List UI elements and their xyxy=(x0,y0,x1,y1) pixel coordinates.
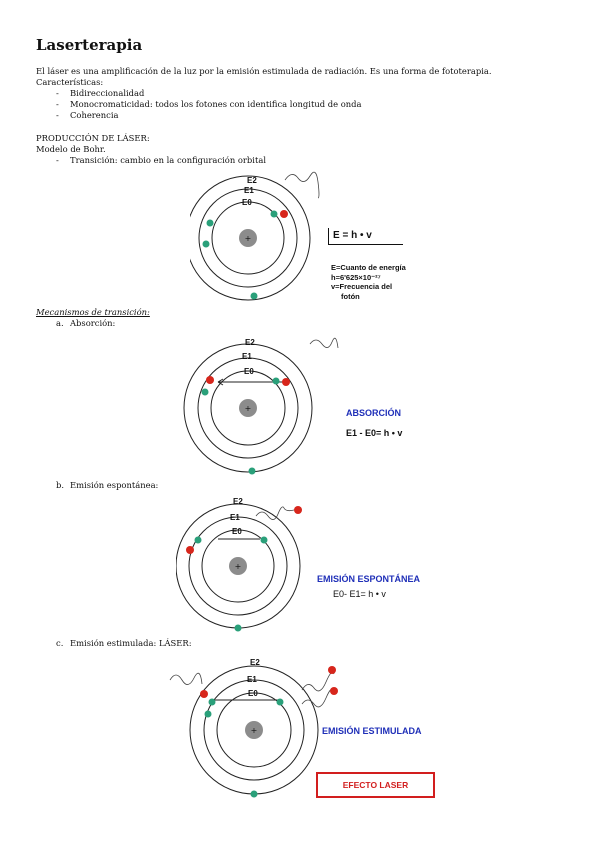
equation-notes xyxy=(331,263,431,301)
list-item-text: Transición: cambio en la configuración orbital xyxy=(70,155,267,165)
electron-green xyxy=(261,537,268,544)
note-line: v=Frecuencia del xyxy=(331,282,393,291)
electron-green xyxy=(203,241,210,248)
list-marker: a. xyxy=(56,318,64,328)
level-label-e1: E1 xyxy=(242,352,252,361)
level-label-e0: E0 xyxy=(248,689,258,698)
level-label-e2: E2 xyxy=(233,497,243,506)
list-marker: b. xyxy=(56,480,65,490)
list-item: - Transición: cambio en la configuración orbital xyxy=(56,155,267,165)
list-item-text: Absorción: xyxy=(70,318,116,328)
level-label-e2: E2 xyxy=(250,658,260,667)
level-label-e1: E1 xyxy=(244,186,254,195)
electron-green xyxy=(209,699,216,706)
electron-red xyxy=(328,666,336,674)
list-marker: c. xyxy=(56,638,64,648)
svg-text:+: + xyxy=(244,234,252,243)
level-label-e0: E0 xyxy=(232,527,242,536)
note-line: E=Cuanto de energía xyxy=(331,263,406,272)
electron-green xyxy=(235,625,242,632)
absorption-formula: E1 - E0= h • v xyxy=(346,428,403,438)
spontaneous-emission-diagram xyxy=(176,494,316,636)
electron-green xyxy=(205,711,212,718)
energy-equation: E = h • v xyxy=(328,228,403,245)
electron-red xyxy=(206,376,214,384)
level-label-e2: E2 xyxy=(245,338,255,347)
electron-green xyxy=(202,389,209,396)
electron-green xyxy=(251,293,258,300)
characteristics-label: Características: xyxy=(36,77,104,87)
list-item xyxy=(56,638,192,649)
intro-paragraph: El láser es una amplificación de la luz por la emisión estimulada de radiación. Es una forma de fototerapia. xyxy=(36,66,492,76)
electron-green xyxy=(249,468,256,475)
note-line: h=6'625×10⁻²⁷ xyxy=(331,272,381,282)
level-label-e1: E1 xyxy=(230,513,240,522)
electron-red xyxy=(280,210,288,218)
electron-green xyxy=(207,220,214,227)
laser-effect-box: EFECTO LASER xyxy=(316,772,435,798)
absorption-title: ABSORCIÓN xyxy=(346,408,402,418)
spontaneous-title: EMISIÓN ESPONTÁNEA xyxy=(317,574,421,584)
level-label-e0: E0 xyxy=(242,198,252,207)
list-item-text: Coherencia xyxy=(70,110,119,120)
bohr-model-label: Modelo de Bohr. xyxy=(36,144,106,154)
list-item: - Monocromaticidad: todos los fotones con identifica longitud de onda xyxy=(56,99,362,109)
electron-red xyxy=(186,546,194,554)
electron-green xyxy=(277,699,284,706)
bohr-diagram xyxy=(190,168,330,304)
electron-green xyxy=(251,791,258,798)
absorption-diagram xyxy=(180,334,340,478)
list-item-text: Monocromaticidad: todos los fotones con identifica longitud de onda xyxy=(70,99,362,109)
page-title: Laserterapia xyxy=(36,36,143,54)
electron-red xyxy=(330,687,338,695)
level-label-e0: E0 xyxy=(244,367,254,376)
section-heading-production: PRODUCCIÓN DE LÁSER: xyxy=(36,133,150,143)
level-label-e2: E2 xyxy=(247,176,257,185)
level-label-e1: E1 xyxy=(247,675,257,684)
list-item-text: Emisión estimulada: LÁSER: xyxy=(70,638,192,648)
electron-green xyxy=(273,378,280,385)
electron-green xyxy=(271,211,278,218)
note-line: fotón xyxy=(341,291,360,301)
list-item-text: Bidireccionalidad xyxy=(70,88,145,98)
svg-text:+: + xyxy=(250,726,258,735)
list-item-text: Emisión espontánea: xyxy=(70,480,159,490)
svg-text:+: + xyxy=(244,404,252,413)
electron-green xyxy=(195,537,202,544)
electron-red xyxy=(282,378,290,386)
list-item: - Bidireccionalidad xyxy=(56,88,145,98)
electron-red xyxy=(200,690,208,698)
list-item xyxy=(56,318,115,329)
section-heading-mechanisms: Mecanismos de transición: xyxy=(36,307,150,317)
electron-red xyxy=(294,506,302,514)
list-item xyxy=(56,480,158,491)
spontaneous-formula: E0- E1= h • v xyxy=(333,589,386,599)
list-item: - Coherencia xyxy=(56,110,119,120)
stimulated-title: EMISIÓN ESTIMULADA xyxy=(322,726,422,736)
svg-text:+: + xyxy=(234,562,242,571)
